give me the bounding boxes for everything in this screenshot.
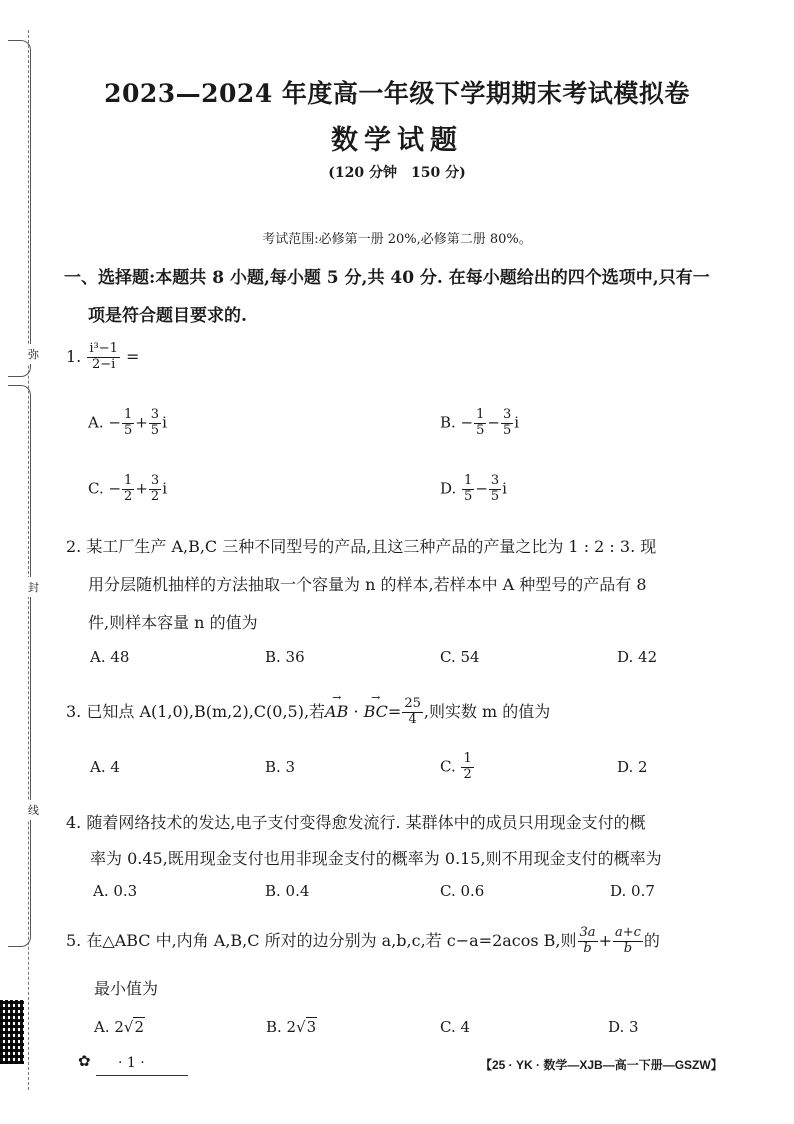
vector-bc: → BC (364, 702, 388, 721)
question-2-line2: 用分层随机抽样的方法抽取一个容量为 n 的样本,若样本中 A 种型号的产品有 8 (88, 575, 647, 594)
footer-logo-icon: ✿ (78, 1052, 91, 1070)
question-2-option-a: A. 48 (90, 648, 130, 666)
question-2-option-d: D. 42 (617, 648, 658, 666)
margin-char-feng: 封 (28, 577, 39, 597)
question-4-option-a: A. 0.3 (93, 882, 138, 900)
question-4-option-b: B. 0.4 (265, 882, 310, 900)
question-5-line2: 最小值为 (94, 979, 159, 998)
question-1: 1. $\frac{\text{i³−1}}{2-i}$ = (66, 341, 140, 372)
question-3-option-c: C. $\frac{1}{2}$ (440, 751, 472, 782)
question-2-option-b: B. 36 (265, 648, 305, 666)
exam-title: 2023—2024 年度高一年级下学期期末考试模拟卷 (104, 79, 690, 108)
question-1-option-d: D. $\frac{1}{5}$ − $\frac{3}{5}$ i (440, 473, 507, 504)
exam-time-score: (120 分钟 150 分) (328, 165, 466, 181)
question-1-number: 1. (66, 346, 82, 366)
question-3-option-b: B. 3 (265, 758, 296, 776)
exam-subject: 数学试题 (331, 125, 463, 156)
question-4-line2: 率为 0.45,既用现金支付也用非现金支付的概率为 0.15,则不用现金支付的概率为 (90, 849, 662, 868)
question-5-option-b: B. 2√3 (266, 1018, 317, 1036)
footer-page-number: · 1 · (118, 1055, 145, 1071)
margin-char-xian: 线 (28, 800, 39, 820)
question-5-option-c: C. 4 (440, 1018, 471, 1036)
question-2-option-c: C. 54 (440, 648, 480, 666)
question-1-fraction: $\frac{\text{i³−1}}{2-i}$ (89, 341, 118, 372)
exam-scope: 考试范围:必修第一册 20%,必修第二册 80%。 (262, 232, 532, 247)
question-3-option-a: A. 4 (90, 758, 120, 776)
question-2-line3: 件,则样本容量 n 的值为 (88, 613, 258, 632)
footer-code: 【25 · YK · 数学—XJB—高一下册—GSZW】 (480, 1058, 723, 1072)
question-3: 3. 已知点 A(1,0),B(m,2),C(0,5),若→ AB · → BC= $\frac{25}{4}$ ,则实数 m 的值为 (66, 697, 550, 728)
question-3-option-d: D. 2 (617, 758, 648, 776)
section-heading-line2: 项是符合题目要求的. (88, 306, 247, 326)
question-2-line1: 2. 某工厂生产 A,B,C 三种不同型号的产品,且这三种产品的产量之比为 1 : 2 : 3. 现 (66, 537, 657, 556)
question-5-option-d: D. 3 (608, 1018, 639, 1036)
section-heading-line1: 一、选择题:本题共 8 小题,每小题 5 分,共 40 分. 在每小题给出的四个选项中,只有一 (64, 268, 710, 288)
question-5-option-a: A. 2√2 (94, 1018, 145, 1036)
margin-char-mi: 弥 (28, 344, 39, 364)
question-4-option-d: D. 0.7 (610, 882, 655, 900)
question-5-line1: 5. 在△ABC 中,内角 A,B,C 所对的边分别为 a,b,c,若 c−a=2acos B,则 $\frac{3a}{b}$ + $\frac{a+c}{b}$ 的 (66, 925, 660, 956)
question-1-option-a: A. − $\frac{1}{5}$ + $\frac{3}{5}$ i (88, 407, 167, 438)
question-1-option-c: C. − $\frac{1}{2}$ + $\frac{3}{2}$ i (88, 473, 167, 504)
question-1-option-b: B. − $\frac{1}{5}$ − $\frac{3}{5}$ i (440, 407, 520, 438)
question-4-line1: 4. 随着网络技术的发达,电子支付变得愈发流行. 某群体中的成员只用现金支付的概 (66, 813, 646, 832)
qr-code-icon (0, 1000, 24, 1064)
footer-underline (96, 1075, 188, 1076)
binding-margin-box-middle (8, 385, 31, 947)
question-4-option-c: C. 0.6 (440, 882, 485, 900)
vector-ab: → AB (325, 702, 348, 721)
